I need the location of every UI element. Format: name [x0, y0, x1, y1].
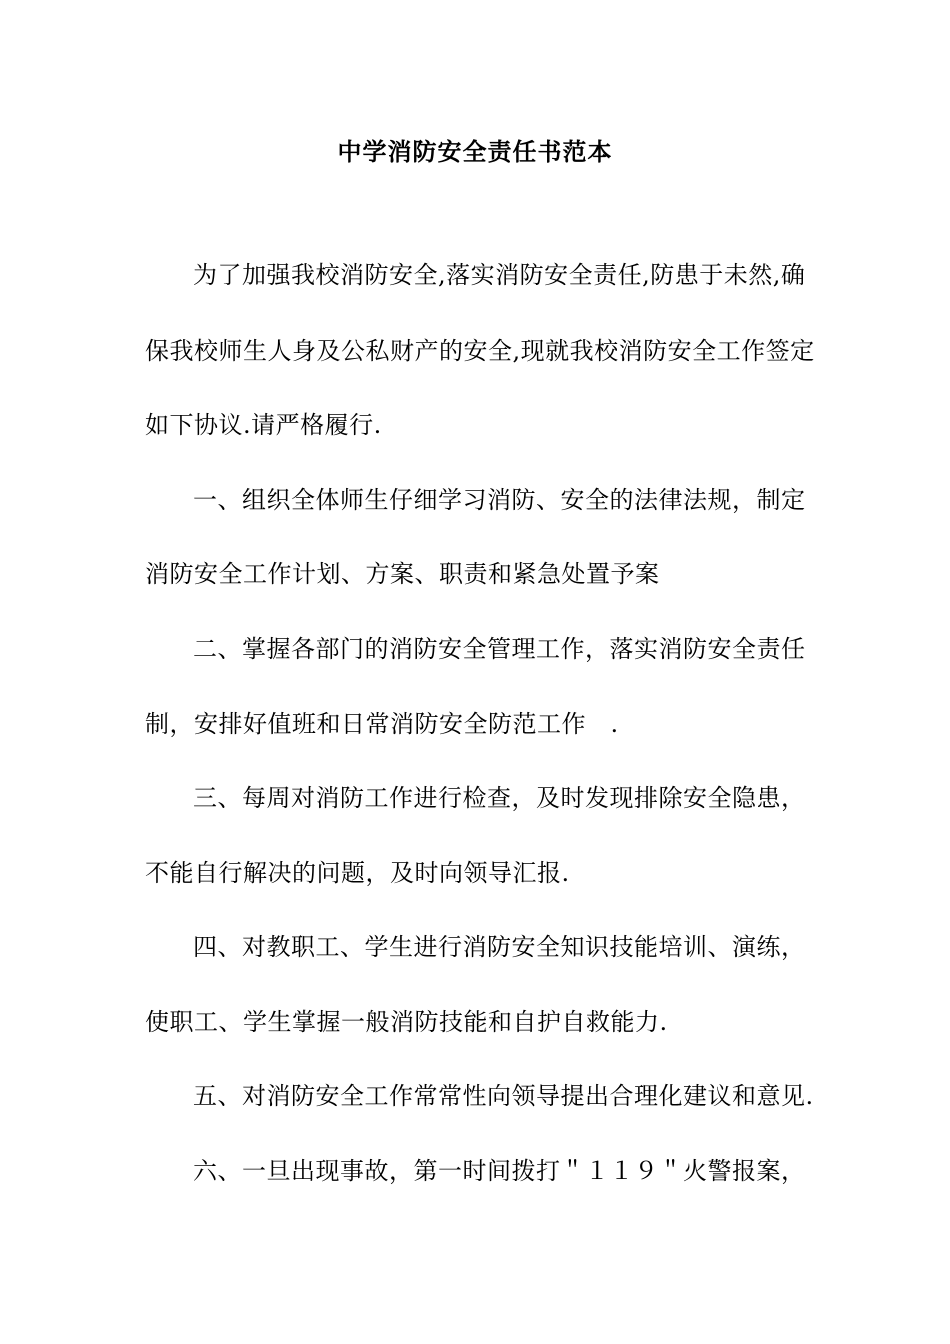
paragraph-line: 五、对消防安全工作常常性向领导提出合理化建议和意见. — [193, 1082, 814, 1110]
paragraph-line: 使职工、学生掌握一般消防技能和自护自救能力. — [145, 1008, 668, 1036]
paragraph-line: 三、每周对消防工作进行检查，及时发现排除安全隐患， — [193, 784, 806, 812]
paragraph-line: 消防安全工作计划、方案、职责和紧急处置予案 — [145, 560, 660, 588]
paragraph-line: 二、掌握各部门的消防安全管理工作，落实消防安全责任 — [193, 635, 806, 663]
paragraph-line: 不能自行解决的问题，及时向领导汇报. — [145, 859, 570, 887]
paragraph-line: 一、组织全体师生仔细学习消防、安全的法律法规，制定 — [193, 486, 806, 514]
paragraph-line: 制，安排好值班和日常消防安全防范工作 . — [145, 710, 619, 738]
paragraph-line: 为了加强我校消防安全,落实消防安全责任,防患于未然,确 — [193, 261, 806, 289]
paragraph-line: 六、一旦出现事故，第一时间拨打＂１１９＂火警报案， — [193, 1157, 806, 1185]
paragraph-line: 保我校师生人身及公私财产的安全,现就我校消防安全工作签定 — [145, 337, 815, 365]
paragraph-line: 四、对教职工、学生进行消防安全知识技能培训、演练， — [193, 933, 806, 961]
document-title: 中学消防安全责任书范本 — [337, 138, 613, 166]
paragraph-line: 如下协议.请严格履行. — [145, 411, 382, 439]
